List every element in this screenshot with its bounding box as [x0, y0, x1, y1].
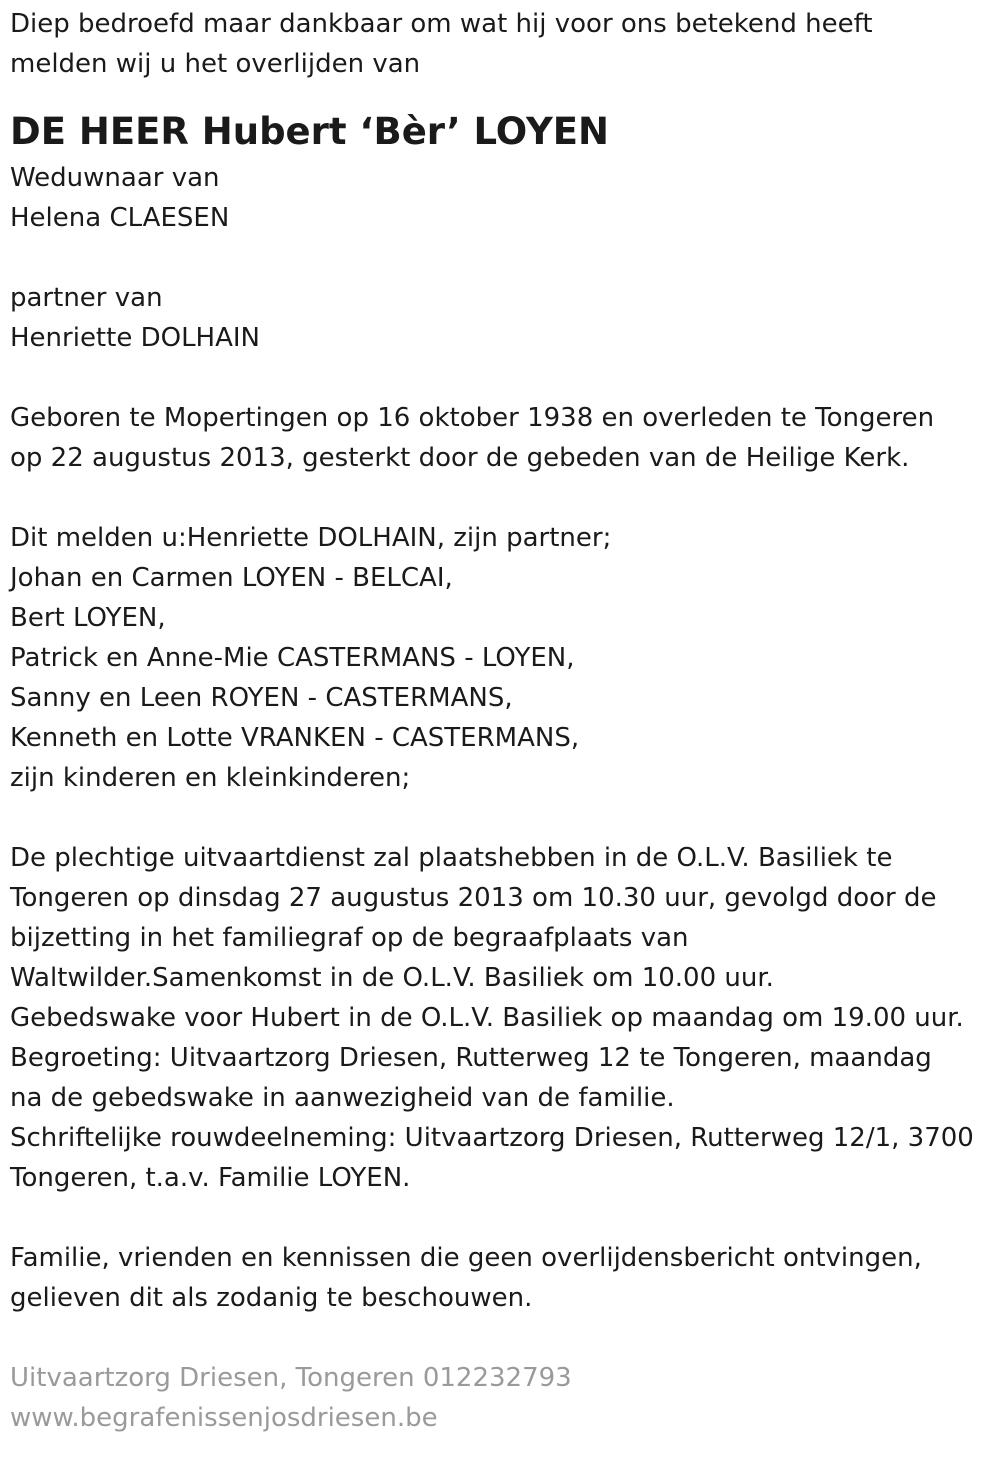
obituary-document	[10, 4, 995, 1438]
spacer	[10, 1318, 995, 1358]
ceremony-line: Schriftelijke rouwdeelneming: Uitvaartzorg Driesen, Rutterweg 12/1, 3700	[10, 1123, 974, 1153]
ceremony-line: Tongeren, t.a.v. Familie LOYEN.	[10, 1163, 411, 1193]
spacer	[10, 1198, 995, 1238]
closing-line: Familie, vrienden en kennissen die geen overlijdensbericht ontvingen,	[10, 1243, 922, 1273]
intro-line: Diep bedroefd maar dankbaar om wat hij voor ons betekend heeft	[10, 9, 873, 39]
ceremony-line: Waltwilder.Samenkomst in de O.L.V. Basiliek om 10.00 uur.	[10, 963, 774, 993]
ceremony-line: bijzetting in het familiegraf op de begraafplaats van	[10, 923, 689, 953]
intro-paragraph	[10, 4, 995, 84]
partner-name: Henriette DOLHAIN	[10, 323, 261, 353]
ceremony-line: Gebedswake voor Hubert in de O.L.V. Basiliek op maandag om 19.00 uur.	[10, 1003, 964, 1033]
family-line: Dit melden u:Henriette DOLHAIN, zijn partner;	[10, 523, 612, 553]
family-list	[10, 518, 995, 798]
ceremony-line: Tongeren op dinsdag 27 augustus 2013 om 10.30 uur, gevolgd door de	[10, 883, 937, 913]
closing-paragraph	[10, 1238, 995, 1318]
partner-label: partner van	[10, 283, 163, 313]
ceremony-line: De plechtige uitvaartdienst zal plaatshebben in de O.L.V. Basiliek te	[10, 843, 893, 873]
spouse-label: Weduwnaar van	[10, 163, 220, 193]
family-line: Kenneth en Lotte VRANKEN - CASTERMANS,	[10, 723, 580, 753]
ceremony-paragraph	[10, 838, 995, 1198]
birth-death-line: Geboren te Mopertingen op 16 oktober 1938 en overleden te Tongeren	[10, 403, 935, 433]
family-line: Patrick en Anne-Mie CASTERMANS - LOYEN,	[10, 643, 575, 673]
footer	[10, 1358, 995, 1438]
spouse-block	[10, 158, 995, 238]
spacer	[10, 478, 995, 518]
birth-death-line: op 22 augustus 2013, gesterkt door de gebeden van de Heilige Kerk.	[10, 443, 910, 473]
birth-death-paragraph	[10, 398, 995, 478]
partner-block	[10, 278, 995, 358]
spouse-name: Helena CLAESEN	[10, 203, 230, 233]
intro-line: melden wij u het overlijden van	[10, 49, 421, 79]
spacer	[10, 358, 995, 398]
family-line: zijn kinderen en kleinkinderen;	[10, 763, 411, 793]
spacer	[10, 238, 995, 278]
deceased-name: DE HEER Hubert ‘Bèr’ LOYEN	[10, 110, 609, 153]
ceremony-line: na de gebedswake in aanwezigheid van de familie.	[10, 1083, 675, 1113]
spacer	[10, 798, 995, 838]
closing-line: gelieven dit als zodanig te beschouwen.	[10, 1283, 533, 1313]
family-line: Sanny en Leen ROYEN - CASTERMANS,	[10, 683, 513, 713]
website-link[interactable]: www.begrafenissenjosdriesen.be	[10, 1403, 438, 1433]
family-line: Johan en Carmen LOYEN - BELCAI,	[10, 563, 453, 593]
funeral-home-contact: Uitvaartzorg Driesen, Tongeren 012232793	[10, 1363, 572, 1393]
family-line: Bert LOYEN,	[10, 603, 166, 633]
ceremony-line: Begroeting: Uitvaartzorg Driesen, Rutterweg 12 te Tongeren, maandag	[10, 1043, 932, 1073]
